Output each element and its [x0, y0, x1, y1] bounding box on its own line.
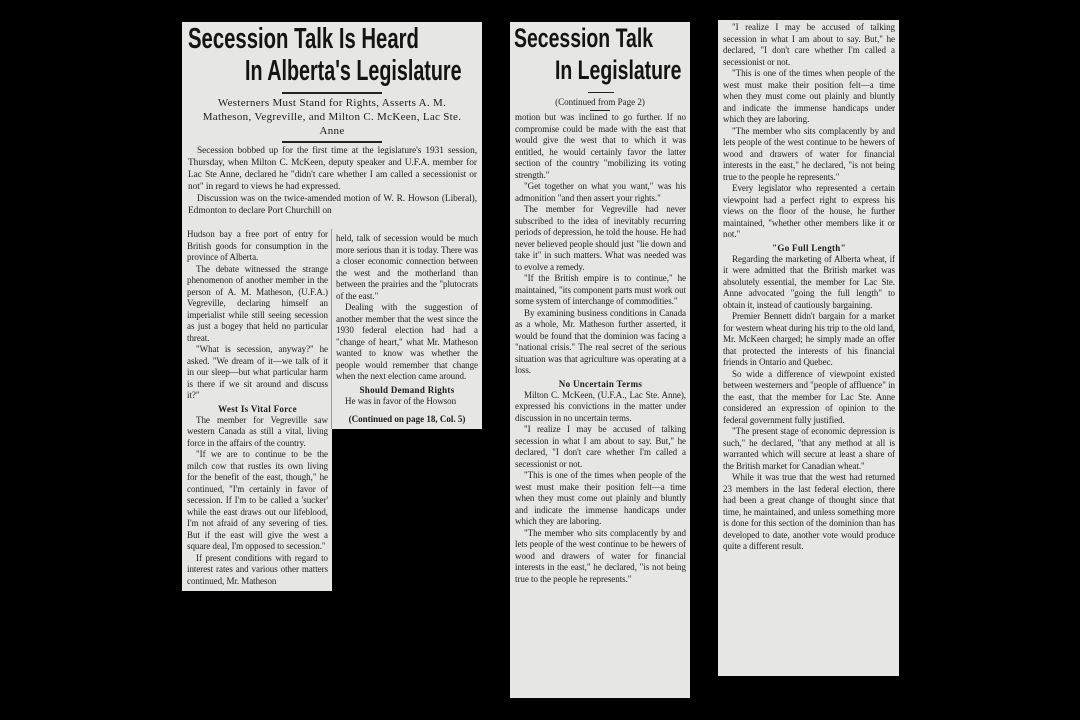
- section-subheading: West Is Vital Force: [218, 403, 297, 414]
- divider: [282, 92, 382, 94]
- clipping-1-left-column: [182, 229, 332, 591]
- article-paragraph: Dealing with the suggestion of another member that the west since the 1930 federal election had had a "change of heart," what Mr. Matheson wanted to know was whether the people would remember that change when the next election came around.: [336, 302, 478, 381]
- clipping-1-headline-line-1: Secession Talk Is Heard: [188, 23, 419, 55]
- article-paragraph: "I realize I may be accused of talking secession in what I am about to say. But," he declared, "I don't care whether I'm called a secessionist or not.: [515, 424, 686, 469]
- clipping-1-top: [182, 22, 482, 229]
- article-paragraph: motion but was inclined to go further. If no compromise could be made with the east that would give the west that to which it was entitled, he would certainly favor the latter section of the country "mobilizing its voting strength.": [515, 112, 686, 180]
- article-paragraph: Every legislator who represented a certain viewpoint had a perfect right to express his views on the floor of the house, he further maintained, "whether other members like it or not.": [723, 183, 895, 239]
- article-paragraph: The member for Vegreville saw western Canada as still a vital, living force in the affairs of the country.: [187, 414, 328, 448]
- divider: [590, 110, 610, 111]
- article-paragraph: Hudson bay a free port of entry for British goods for consumption in the province of Alberta.: [187, 229, 328, 262]
- clipping-2-headline-line-2: In Legislature: [555, 55, 682, 85]
- article-paragraph: Milton C. McKeen, (U.F.A., Lac Ste. Anne), expressed his convictions in the matter under discussion in no uncertain terms.: [515, 389, 686, 423]
- article-paragraph: "The member who sits complacently by and lets people of the west continue to be hewers of wood and drawers of water for financial interests in the east," he declared, "is not being true to the people he represents.": [723, 125, 895, 182]
- article-paragraph: If present conditions with regard to interest rates and various other matters continued, Mr. Matheson: [187, 552, 328, 586]
- article-paragraph: "Get together on what you want," was his admonition "and then assert your rights.": [515, 181, 686, 203]
- clipping-2-body: [515, 112, 686, 585]
- article-paragraph: Regarding the marketing of Alberta wheat, if it were admitted that the British market was absolutely essential, the member for Lac Ste. Anne advocated "going the full length" to obtain it, instead of cautiously bargaining.: [723, 253, 895, 310]
- article-paragraph: While it was true that the west had returned 23 members in the last federal election, there had been a great change of thought since that time, he maintained, and unless something more is done for this section of the dominion than has developed to date, another vote would produce quite a different result.: [723, 472, 895, 551]
- clipping-1-right-column: [331, 229, 482, 429]
- article-paragraph: "If we are to continue to be the milch cow that rustles its own living for the benefit of the east, though," he continued, "I'm certainly in favor of secession. If I'm to be called a 'sucker' while the east draws out our lifeblood, I'm not afraid of any severing of ties. But if the east will give the west a square deal, I'm opposed to secession.": [187, 449, 328, 551]
- article-paragraph: "This is one of the times when people of the west must make their position felt—a time when they must come out plainly and bluntly and indicate the immense handicaps under which they are laboring.: [723, 68, 895, 124]
- article-paragraph: The member for Vegreville had never subscribed to the idea of inevitably recurring periods of depression, he told the house. He had never believed people should just "lie down and take it" in such matters. What was needed was to evolve a remedy.: [515, 204, 686, 272]
- right-column-text: [336, 233, 478, 407]
- section-subheading: Should Demand Rights: [359, 384, 455, 395]
- article-paragraph: held, talk of secession would be much more serious than it is today. There was a closer economic connection between the west and the motherland than between the prairies and the "plutocrats of the east.": [336, 233, 478, 301]
- clipping-2-headline-line-1: Secession Talk: [514, 23, 654, 53]
- clipping-1-subhead: Westerners Must Stand for Rights, Asserts A. M. Matheson, Vegreville, and Milton C. McKeen, Lac Ste. Anne: [202, 97, 462, 137]
- article-paragraph: He was in favor of the Howson: [345, 395, 457, 406]
- continued-note: (Continued on page 18, Col. 5): [348, 414, 466, 424]
- divider: [588, 92, 614, 93]
- clipping-1-lead: [188, 145, 477, 217]
- article-paragraph: By examining business conditions in Canada as a whole, Mr. Matheson further asserted, it would be found that the dominion was facing a "national crisis." The real secret of the serious situation was that agriculture was operating at a loss.: [515, 307, 686, 375]
- section-subheading: No Uncertain Terms: [558, 378, 643, 389]
- article-paragraph: So wide a difference of viewpoint existed between westerners and "people of affluence" in the east, that the member for Lac Ste. Anne considered an expression of opinion to the federal government fully justified.: [723, 368, 895, 425]
- article-paragraph: "If the British empire is to continue," he maintained, "its component parts must work out some system of interchange of commodities.": [515, 273, 686, 306]
- article-paragraph: Discussion was on the twice-amended motion of W. R. Howson (Liberal), Edmonton to declare Port Churchill on: [188, 194, 477, 216]
- section-subheading: "Go Full Length": [772, 242, 846, 253]
- article-paragraph: The debate witnessed the strange phenomenon of another member in the person of A. M. Matheson, (U.F.A.) Vegreville, declaring himself an imperialist while still seeing secession as just a bogey that held no particular threat.: [187, 263, 328, 343]
- clipping-2: [510, 22, 690, 698]
- article-paragraph: "What is secession, anyway?" he asked. "We dream of it—we talk of it in our sleep—but what particular harm is there if we sit around and discuss it?": [187, 344, 328, 400]
- continued-from-note: (Continued from Page 2): [555, 97, 645, 107]
- article-paragraph: "The member who sits complacently by and lets people of the west continue to be hewers of wood and drawers of water for financial interests in the east," he declared, "is not being true to the people he represents.": [515, 527, 686, 584]
- article-paragraph: "This is one of the times when people of the west must make their position felt—a time when they must come out plainly and bluntly and indicate the immense handicaps under which they are laboring.: [515, 470, 686, 526]
- article-paragraph: Secession bobbed up for the first time at the legislature's 1931 session, Thursday, when Milton C. McKeen, deputy speaker and U.F.A. member for Lac Ste Anne, declared he "didn't care whether I am called a secessionist or not" in regard to views he had expressed.: [188, 146, 477, 192]
- article-paragraph: "The present stage of economic depression is such," he declared, "that any method at all is warranted which will secure at least a share of the British market for Canadian wheat.": [723, 426, 895, 471]
- divider: [282, 141, 382, 143]
- article-paragraph: Premier Bennett didn't bargain for a market for western wheat during his trip to the old land, Mr. McKeen charged; he simply made an offer that protected the interests of his financial friends in Ontario and Quebec.: [723, 311, 895, 367]
- left-column-text: [187, 229, 328, 587]
- article-paragraph: "I realize I may be accused of talking secession in what I am about to say. But," he declared, "I don't care whether I'm called a secessionist or not.: [723, 22, 895, 67]
- clipping-3-body: [723, 22, 895, 553]
- clipping-3: [718, 20, 899, 676]
- clipping-1-headline-line-2: In Alberta's Legislature: [245, 55, 462, 87]
